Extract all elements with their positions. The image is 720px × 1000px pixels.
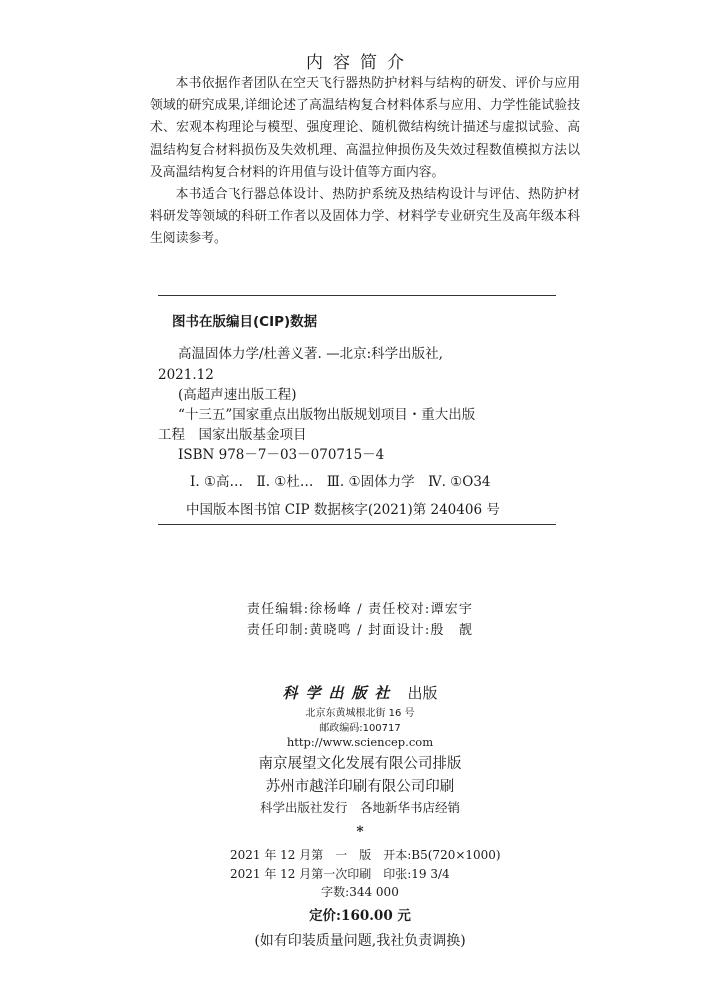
publisher-postcode: 邮政编码:100717: [319, 723, 401, 734]
cip-series-line: (高超声速出版工程): [178, 387, 297, 403]
typesetter-line: 南京展望文化发展有限公司排版: [258, 756, 462, 772]
printer-line: 苏州市越洋印刷有限公司印刷: [265, 779, 455, 795]
cip-classification: Ⅰ. ①高… Ⅱ. ①杜… Ⅲ. ①固体力学 Ⅳ. ①O34: [190, 474, 491, 490]
intro-paragraph-2: 本书适合飞行器总体设计、热防护系统及热结构设计与评估、热防护材料研发等领域的科研工作者以及固体力学、材料学专业研究生及高年级本科生阅读参考。: [150, 187, 580, 247]
cip-isbn: ISBN 978－7－03－070715－4: [178, 447, 385, 463]
cip-project-line: “十三五”国家重点出版物出版规划项目・重大出版: [178, 407, 476, 423]
cip-title-line: 高温固体力学/杜善义著. —北京:科学出版社,: [178, 346, 443, 362]
cip-project-line-cont: 工程 国家出版基金项目: [158, 427, 307, 443]
price-line: 定价:160.00 元: [309, 908, 411, 924]
cip-date-line: 2021.12: [158, 367, 214, 383]
production-credits: 责任印制:黄晓鸣 / 封面设计:殷 靓: [246, 623, 474, 638]
cip-bottom-rule: [158, 524, 556, 525]
printing-line: 2021 年 12 月第一次印刷 印张:19 3/4: [230, 867, 450, 881]
editor-credits: 责任编辑:徐杨峰 / 责任校对:谭宏宇: [246, 602, 474, 617]
publisher-address: 北京东黄城根北街 16 号: [305, 708, 415, 719]
quality-notice: (如有印装质量问题,我社负责调换): [254, 933, 466, 949]
distribution-line: 科学出版社发行 各地新华书店经销: [259, 800, 460, 815]
intro-paragraph-1: 本书依据作者团队在空天飞行器热防护材料与结构的研发、评价与应用领域的研究成果,详细论述了高温结构复合材料体系与应用、力学性能试验技术、宏观本构理论与模型、强度理论、随机微结构统计描述与虚拟试验、高温结构复合材料损伤及失效机理、高温拉伸损伤及失效过程数值模拟方法以及高温结构复合材料的许用值与设计值等方面内容。: [150, 76, 580, 180]
publisher-suffix: 出版: [407, 684, 438, 702]
word-count-line: 字数:344 000: [321, 885, 399, 899]
cip-top-rule: [158, 295, 556, 296]
publisher-logo: 科学出版社: [282, 684, 398, 702]
publisher-line: [0, 682, 720, 703]
separator-star: *: [356, 824, 364, 840]
cip-record-number: 中国版本图书馆 CIP 数据核字(2021)第 240406 号: [186, 502, 500, 518]
intro-title: 内容简介: [306, 53, 414, 73]
cip-heading: 图书在版编目(CIP)数据: [172, 314, 318, 330]
publisher-url: http://www.sciencep.com: [286, 735, 434, 749]
edition-line: 2021 年 12 月第 一 版 开本:B5(720×1000): [230, 848, 501, 862]
